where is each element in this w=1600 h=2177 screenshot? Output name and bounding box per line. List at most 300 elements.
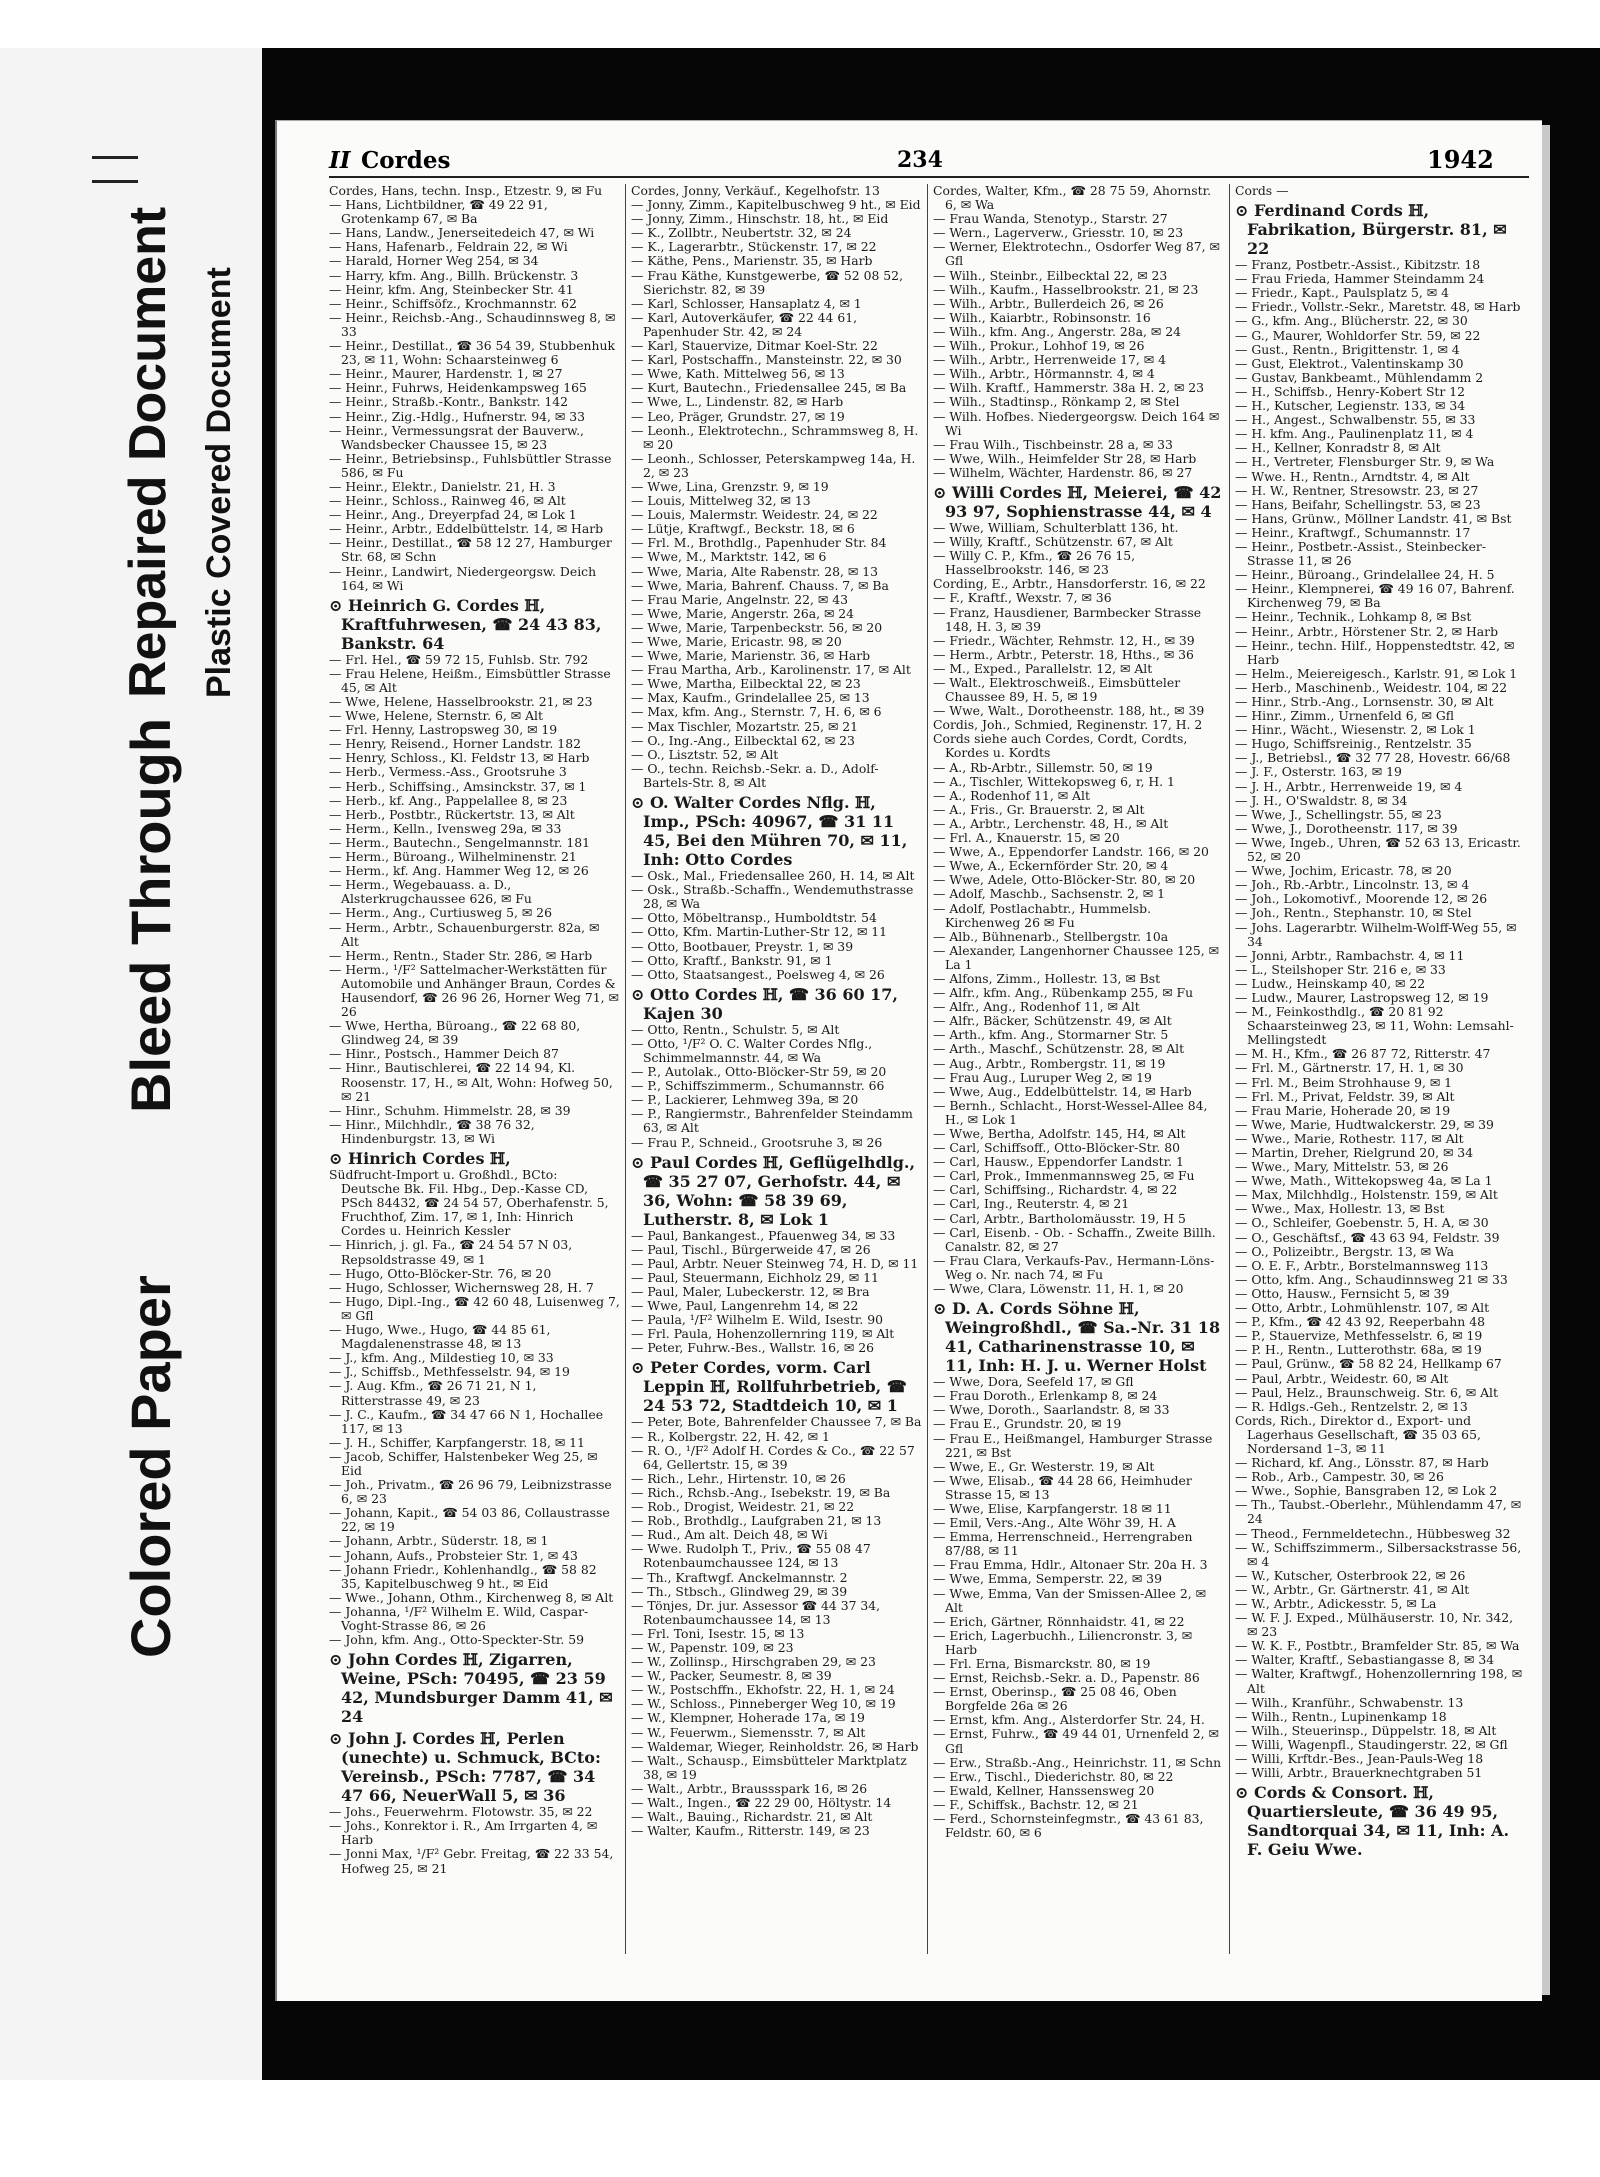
directory-entry: — K., Lagerarbtr., Stückenstr. 17, ✉ 22 (631, 239, 877, 255)
directory-entry: — Walt., Elektroschweiß., Eimsbütteler Chaussee 89, H. 5, ✉ 19 (933, 675, 1181, 705)
directory-entry: — Waldemar, Wieger, Reinholdstr. 26, ✉ Harb (631, 1738, 919, 1754)
directory-entry: — Herm., kf. Ang. Hammer Weg 12, ✉ 26 (329, 863, 589, 879)
directory-entry: — O., Lisztstr. 52, ✉ Alt (631, 746, 779, 762)
bottom-margin (0, 2080, 1600, 2177)
directory-entry: — Wwe, Lina, Grenzstr. 9, ✉ 19 (631, 478, 829, 494)
directory-entry: — Wwe, J., Schellingstr. 55, ✉ 23 (1235, 806, 1442, 822)
directory-entry: — Rich., Rchsb.-Ang., Isebekstr. 19, ✉ Ba (631, 1484, 891, 1500)
directory-entry: — Walter, Kraftf., Sebastiangasse 8, ✉ 34 (1235, 1652, 1495, 1668)
directory-entry: — W., Klempner, Hoherade 17a, ✉ 19 (631, 1710, 865, 1726)
directory-entry: — Herm., ¹/F² Sattelmacher-Werkstätten für Automobile und Anhänger Braun, Cordes & Hausendorf, ☎ 26 96 26, Horner Weg 71, ✉ 26 (329, 961, 619, 1020)
directory-entry: — Hinrich, j. gl. Fa., ☎ 24 54 57 N 03, Repsoldstrasse 49, ✉ 1 (329, 1237, 573, 1267)
directory-entry: — Wwe, Marie, Marienstr. 36, ✉ Harb (631, 648, 871, 664)
directory-entry: — Hugo, Schlosser, Wichernsweg 28, H. 7 (329, 1279, 594, 1295)
directory-entry: ⊙ Paul Cordes ℍ, Geflügelhdlg., ☎ 35 27 07, Gerhofstr. 44, ✉ 36, Wohn: ☎ 58 39 69, Lutherstr. 8, ✉ Lok 1 (631, 1152, 916, 1229)
directory-entry: — Peter, Fuhrw.-Bes., Wallstr. 16, ✉ 26 (631, 1340, 875, 1356)
directory-entry: — Gustav, Bankbeamt., Mühlendamm 2 (1235, 369, 1484, 385)
directory-entry: — Helm., Meiereigesch., Karlstr. 91, ✉ Lok 1 (1235, 665, 1518, 681)
directory-entry: — Wwe, Adele, Otto-Blöcker-Str. 80, ✉ 20 (933, 872, 1196, 888)
directory-entry: — W., Schloss., Pinneberger Weg 10, ✉ 19 (631, 1696, 896, 1712)
directory-entry: — Heinr., Destillat., ☎ 36 54 39, Stubbenhuk 23, ✉ 11, Wohn: Schaarsteinweg 6 (329, 338, 615, 368)
directory-entry: — Wilh. Hofbes. Niedergeorgsw. Deich 164 ✉ Wi (933, 408, 1220, 438)
directory-entry: — Jonni, Arbtr., Rambachstr. 4, ✉ 11 (1235, 947, 1465, 963)
directory-entry: — Hinr., Wächt., Wiesenstr. 2, ✉ Lok 1 (1235, 722, 1476, 738)
directory-entry: — Heinr., Betriebsinsp., Fuhlsbüttler Strasse 586, ✉ Fu (329, 450, 612, 480)
directory-entry: — Hans, Grünw., Möllner Landstr. 41, ✉ Bst (1235, 510, 1512, 526)
directory-entry: — Wwe, Bertha, Adolfstr. 145, H4, ✉ Alt (933, 1126, 1186, 1141)
directory-entry: — Jonny, Zimm., Hinschstr. 18, ht., ✉ Eid (631, 211, 889, 227)
directory-entry: — W. F. J. Exped., Mülhäuserstr. 10, Nr. 342, ✉ 23 (1235, 1610, 1514, 1640)
directory-entry: — Heinr., Fuhrws, Heidenkampsweg 165 (329, 380, 587, 396)
directory-entry: — H. kfm. Ang., Paulinenplatz 11, ✉ 4 (1235, 426, 1474, 442)
directory-entry: — Theod., Fernmeldetechn., Hübbesweg 32 (1235, 1525, 1511, 1541)
directory-entry: — Hinr., Postsch., Hammer Deich 87 (329, 1046, 559, 1062)
directory-entry: — Osk., Mal., Friedensallee 260, H. 14, ✉ Alt (631, 868, 915, 884)
directory-entry: — K., Zollbtr., Neubertstr. 32, ✉ 24 (631, 225, 852, 241)
directory-entry: — Arth., kfm. Ang., Stormarner Str. 5 (933, 1027, 1169, 1043)
directory-entry: — Ewald, Kellner, Hanssensweg 20 (933, 1782, 1155, 1798)
directory-entry: — Heinr., Schiffsöfz., Krochmannstr. 62 (329, 295, 577, 311)
directory-entry: — R. O., ¹/F² Adolf H. Cordes & Co., ☎ 22 57 64, Gellertstr. 15, ✉ 39 (631, 1442, 915, 1472)
directory-entry: ⊙ John J. Cordes ℍ, Perlen (unechte) u. Schmuck, BCto: Vereinsb., PSch: 7787, ☎ 34 47 66, NeuerWall 5, ✉ 36 (329, 1729, 601, 1806)
directory-entry: — Wwe, Elisab., ☎ 44 28 66, Heimhuder Strasse 15, ✉ 13 (933, 1472, 1192, 1502)
directory-entry: — Wwe, Doroth., Saarlandstr. 8, ✉ 33 (933, 1402, 1170, 1418)
directory-entry: — Otto, ¹/F² O. C. Walter Cordes Nflg., Schimmelmannstr. 44, ✉ Wa (631, 1035, 873, 1065)
directory-entry: — Wilh., Kaiarbtr., Robinsonstr. 16 (933, 309, 1151, 325)
directory-entry: — Herm., Bautechn., Sengelmannstr. 181 (329, 834, 591, 850)
directory-entry: — Werner, Elektrotechn., Osdorfer Weg 87, ✉ Gfl (933, 239, 1220, 269)
directory-entry: — Wwe, Elise, Karpfangerstr. 18 ✉ 11 (933, 1500, 1172, 1516)
directory-entry: — Wwe. H., Rentn., Arndtstr. 4, ✉ Alt (1235, 468, 1470, 484)
directory-entry: — Wwe., Max, Hollestr. 13, ✉ Bst (1235, 1201, 1445, 1217)
directory-entry: — Gust, Elektrot., Valentinskamp 30 (1235, 355, 1464, 371)
directory-entry: — Lütje, Kraftwgf., Beckstr. 18, ✉ 6 (631, 521, 855, 537)
directory-entry: — Johann, Aufs., Probsteier Str. 1, ✉ 43 (329, 1547, 578, 1563)
directory-entry: — Paul, Arbtr., Weidestr. 60, ✉ Alt (1235, 1370, 1449, 1386)
directory-entry: — F., Schiffsk., Bachstr. 12, ✉ 21 (933, 1796, 1139, 1812)
directory-entry: — Hans, Lichtbildner, ☎ 49 22 91, Grotenkamp 67, ✉ Ba (329, 197, 548, 227)
directory-entry: — H. W., Rentner, Stresowstr. 23, ✉ 27 (1235, 482, 1479, 498)
label-dash (92, 156, 138, 159)
directory-entry: — P., Schiffszimmerm., Schumannstr. 66 (631, 1078, 885, 1094)
directory-entry: — O., Polizeibtr., Bergstr. 13, ✉ Wa (1235, 1243, 1454, 1259)
directory-entry: — Heinr., Destillat., ☎ 58 12 27, Hamburger Str. 68, ✉ Schn (329, 535, 612, 565)
directory-entry: — H., Kellner, Konradstr 8, ✉ Alt (1235, 440, 1441, 456)
directory-entry: ⊙ Ferdinand Cords ℍ, Fabrikation, Bürgerstr. 81, ✉ 22 (1235, 201, 1507, 259)
directory-entry: — Heinr., Arbtr., Eddelbüttelstr. 14, ✉ Harb (329, 521, 604, 537)
directory-entry: — Wwe, Jochim, Ericastr. 78, ✉ 20 (1235, 863, 1452, 879)
directory-entry: — Frau Aug., Luruper Weg 2, ✉ 19 (933, 1069, 1152, 1085)
directory-entry: — Martin, Dreher, Rielgrund 20, ✉ 34 (1235, 1145, 1474, 1160)
header-year: 1942 (1427, 145, 1494, 174)
directory-entry: — Erw., Straßb.-Ang., Heinrichstr. 11, ✉ Schn (933, 1754, 1222, 1770)
label-bleed-through: Bleed Through (119, 717, 182, 1113)
directory-entry: — Ferd., Schornsteinfegmstr., ☎ 43 61 83, Feldstr. 60, ✉ 6 (933, 1811, 1204, 1841)
directory-entry: — Paul, Steuermann, Eichholz 29, ✉ 11 (631, 1269, 879, 1285)
directory-entry: — Henry, Schloss., Kl. Feldstr 13, ✉ Harb (329, 750, 590, 766)
directory-entry: — A., Arbtr., Lerchenstr. 48, H., ✉ Alt (933, 815, 1169, 831)
directory-entry: — W., Postschffn., Ekhofstr. 22, H. 1, ✉ 24 (631, 1682, 895, 1698)
directory-entry: — Ernst, kfm. Ang., Alsterdorfer Str. 24, H. (933, 1712, 1205, 1728)
directory-entry: — Alfr., Bäcker, Schützenstr. 49, ✉ Alt (933, 1013, 1172, 1029)
directory-entry: — Heinr., techn. Hilf., Hoppenstedtstr. 42, ✉ Harb (1235, 637, 1515, 667)
directory-entry: — Frl. M., Gärtnerstr. 17, H. 1, ✉ 30 (1235, 1060, 1464, 1076)
directory-entry: — Frau E., Heißmangel, Hamburger Strasse 221, ✉ Bst (933, 1430, 1213, 1460)
label-colored-paper: Colored Paper (119, 1275, 182, 1658)
directory-entry: — J. C., Kaufm., ☎ 34 47 66 N 1, Hochallee 117, ✉ 13 (329, 1406, 604, 1436)
directory-entry: — Carl, Ing., Reuterstr. 4, ✉ 21 (933, 1196, 1130, 1212)
directory-entry: — Frl. Toni, Isestr. 15, ✉ 13 (631, 1625, 805, 1641)
directory-entry: — Louis, Malermstr. Weidestr. 24, ✉ 22 (631, 507, 878, 523)
directory-entry: — Heinr., Arbtr., Hörstener Str. 2, ✉ Harb (1235, 623, 1499, 639)
directory-entry: — W. K. F., Postbtr., Bramfelder Str. 85, ✉ Wa (1235, 1638, 1520, 1654)
directory-entry: — Walt., Schausp., Eimsbütteler Marktplatz 38, ✉ 19 (631, 1752, 907, 1782)
directory-entry: — Henry, Reisend., Horner Landstr. 182 (329, 736, 581, 752)
directory-entry: — Paul, Tischl., Bürgerweide 47, ✉ 26 (631, 1241, 871, 1257)
directory-entry: — O., Geschäftsf., ☎ 43 63 94, Feldstr. 39 (1235, 1229, 1500, 1245)
column-divider (625, 184, 626, 1954)
directory-entry: — Hugo, Otto-Blöcker-Str. 76, ✉ 20 (329, 1265, 552, 1281)
directory-entry: — W., Feuerwm., Siemensstr. 7, ✉ Alt (631, 1724, 866, 1740)
directory-entry: — Adolf, Maschb., Sachsenstr. 2, ✉ 1 (933, 886, 1165, 902)
directory-entry: — Jonny, Zimm., Kapitelbuschweg 9 ht., ✉ Eid (631, 197, 921, 213)
directory-entry: — Wwe, Ingeb., Uhren, ☎ 52 63 13, Ericastr. 52, ✉ 20 (1235, 834, 1521, 865)
directory-entry: — R. Hdlgs.-Geh., Rentzelstr. 2, ✉ 13 (1235, 1398, 1468, 1414)
directory-entry: Cordes, Walter, Kfm., ☎ 28 75 59, Ahornstr. 6, ✉ Wa (933, 184, 1212, 213)
directory-entry: — Wwe., Mary, Mittelstr. 53, ✉ 26 (1235, 1159, 1449, 1175)
directory-entry: — Wwe, Clara, Löwenstr. 11, H. 1, ✉ 20 (933, 1281, 1184, 1297)
directory-entry: — J., kfm. Ang., Mildestieg 10, ✉ 33 (329, 1350, 554, 1366)
directory-entry: — Willi, Wagenpfl., Staudingerstr. 22, ✉ Gfl (1235, 1736, 1508, 1752)
directory-entry: — Heinr., Straßb.-Kontr., Bankstr. 142 (329, 394, 569, 410)
directory-entry: — Otto, Möbeltransp., Humboldtstr. 54 (631, 910, 877, 926)
directory-entry: — Wilh., Steuerinsp., Düppelstr. 18, ✉ Alt (1235, 1722, 1497, 1738)
directory-entry: — Wilh., Steinbr., Eilbecktal 22, ✉ 23 (933, 267, 1168, 283)
directory-entry: — Wwe, Kath. Mittelweg 56, ✉ 13 (631, 366, 845, 382)
directory-entry: — Joh., Lokomotivf., Moorende 12, ✉ 26 (1235, 891, 1488, 907)
directory-entry: — Willi, Krftdr.-Bes., Jean-Pauls-Weg 18 (1235, 1751, 1484, 1767)
directory-entry: — Wwe, M., Marktstr. 142, ✉ 6 (631, 549, 827, 565)
directory-entry: — Hugo, Dipl.-Ing., ☎ 42 60 48, Luisenweg 7, ✉ Gfl (329, 1293, 620, 1323)
column-divider (1229, 184, 1230, 1954)
directory-entry: — Karl, Autoverkäufer, ☎ 22 44 61, Papenhuder Str. 42, ✉ 24 (631, 309, 858, 339)
directory-entry: — Herm., Kelln., Ivensweg 29a, ✉ 33 (329, 820, 562, 836)
directory-entry: — Rob., Arb., Campestr. 30, ✉ 26 (1235, 1469, 1444, 1485)
directory-entry: — Willy, Kraftf., Schützenstr. 67, ✉ Alt (933, 534, 1173, 550)
column-4 (1235, 184, 1526, 1974)
directory-entry: — Heinr., Klempnerei, ☎ 49 16 07, Bahrenf. Kirchenweg 79, ✉ Ba (1235, 581, 1515, 611)
directory-entry: — Heinr, kfm. Ang, Steinbecker Str. 41 (329, 281, 574, 297)
directory-entry: — M., Feinkosthdlg., ☎ 20 81 92 Schaarsteinweg 23, ✉ 11, Wohn: Lemsahl-Mellingstedt (1235, 1004, 1514, 1048)
header-page-number: 234 (897, 147, 943, 173)
directory-entry: — Johs., Konrektor i. R., Am Irrgarten 4, ✉ Harb (329, 1818, 598, 1848)
directory-entry: — Max, Milchhdlg., Holstenstr. 159, ✉ Alt (1235, 1187, 1498, 1203)
directory-entry: — Joh., Rentn., Stephanstr. 10, ✉ Stel (1235, 905, 1472, 921)
directory-entry: — Aug., Arbtr., Rombergstr. 11, ✉ 19 (933, 1055, 1166, 1071)
directory-entry: — Hans, Hafenarb., Feldrain 22, ✉ Wi (329, 239, 568, 255)
directory-entry: — Alexander, Langenhorner Chaussee 125, ✉ La 1 (933, 942, 1220, 972)
directory-entry: — Wwe., Johann, Othm., Kirchenweg 8, ✉ Alt (329, 1589, 614, 1605)
directory-entry: — J. H., Arbtr., Herrenweide 19, ✉ 4 (1235, 778, 1463, 794)
directory-entry: — P., Rangiermstr., Bahrenfelder Steindamm 63, ✉ Alt (631, 1106, 913, 1136)
directory-entry: — Herb., Vermess.-Ass., Grootsruhe 3 (329, 764, 567, 780)
directory-entry: — Paul, Maler, Lubeckerstr. 12, ✉ Bra (631, 1284, 870, 1299)
directory-entry: — Wwe, Paul, Langenrehm 14, ✉ 22 (631, 1298, 859, 1314)
directory-entry: — Frl. M., Brothdlg., Papenhuder Str. 84 (631, 535, 887, 551)
directory-entry: — Carl, Arbtr., Bartholomäusstr. 19, H 5 (933, 1210, 1186, 1226)
top-margin (0, 0, 1600, 48)
directory-entry: — Bernh., Schlacht., Horst-Wessel-Allee 84, H., ✉ Lok 1 (933, 1097, 1208, 1127)
directory-entry: — Wwe, J., Dorotheenstr. 117, ✉ 39 (1235, 820, 1458, 836)
directory-entry: — Otto, Rentn., Schulstr. 5, ✉ Alt (631, 1021, 840, 1037)
directory-entry: — Friedr., Kapt., Paulsplatz 5, ✉ 4 (1235, 285, 1449, 301)
directory-entry: — P., Stauervize, Methfesselstr. 6, ✉ 19 (1235, 1328, 1483, 1344)
directory-entry: — Rob., Drogist, Weidestr. 21, ✉ 22 (631, 1499, 855, 1515)
directory-entry: — Wilh., Rentn., Lupinenkamp 18 (1235, 1708, 1447, 1724)
directory-entry: — Willy C. P., Kfm., ☎ 26 76 15, Hasselbrookstr. 146, ✉ 23 (933, 548, 1136, 578)
directory-entry: — Hinr., Schuhm. Himmelstr. 28, ✉ 39 (329, 1102, 571, 1118)
directory-entry: — F., Kraftf., Wexstr. 7, ✉ 36 (933, 590, 1112, 606)
directory-entry: — G., kfm. Ang., Blücherstr. 22, ✉ 30 (1235, 313, 1468, 329)
directory-entry: — Frau Martha, Arb., Karolinenstr. 17, ✉ Alt (631, 662, 911, 678)
directory-entry: — P., Kfm., ☎ 42 43 92, Reeperbahn 48 (1235, 1314, 1485, 1330)
directory-entry: — Wwe, Wilh., Heimfelder Str 28, ✉ Harb (933, 450, 1197, 466)
directory-entry: — Wwe, Martha, Eilbecktal 22, ✉ 23 (631, 676, 861, 692)
directory-entry: ⊙ Hinrich Cordes ℍ, (329, 1149, 511, 1168)
directory-entry: — Frl. A., Knauerstr. 15, ✉ 20 (933, 830, 1120, 846)
directory-entry: — Wwe, Dora, Seefeld 17, ✉ Gfl (933, 1374, 1134, 1390)
header-name: Cordes (361, 147, 451, 174)
directory-entry: — Wilh., Arbtr., Hörmannstr. 4, ✉ 4 (933, 366, 1155, 382)
directory-entry: — Friedr., Wächter, Rehmstr. 12, H., ✉ 39 (933, 632, 1195, 648)
directory-entry: Cords siehe auch Cordes, Cordt, Cordts, Kordes u. Kordts (933, 731, 1188, 761)
directory-entry: — Hugo, Wwe., Hugo, ☎ 44 85 61, Magdalenenstrasse 48, ✉ 13 (329, 1322, 551, 1352)
directory-entry: — Wwe, Walt., Dorotheenstr. 188, ht., ✉ 39 (933, 703, 1205, 719)
directory-entry: ⊙ Peter Cordes, vorm. Carl Leppin ℍ, Rollfuhrbetrieb, ☎ 24 53 72, Stadtdeich 10, ✉ 1 (631, 1358, 907, 1416)
directory-entry: — Wwe, Marie, Ericastr. 98, ✉ 20 (631, 634, 842, 649)
directory-entry: — Leo, Präger, Grundstr. 27, ✉ 19 (631, 408, 845, 424)
directory-entry: — Jonni Max, ¹/F² Gebr. Freitag, ☎ 22 33 54, Hofweg 25, ✉ 21 (329, 1846, 614, 1876)
directory-entry: — M. H., Kfm., ☎ 26 87 72, Ritterstr. 47 (1235, 1046, 1491, 1062)
column-2 (631, 184, 922, 1974)
directory-entry: ⊙ O. Walter Cordes Nflg. ℍ, Imp., PSch: 40967, ☎ 31 11 45, Bei den Mühren 70, ✉ 11, Inh: Otto Cordes (631, 793, 908, 870)
directory-entry: — Adolf, Postlachabtr., Hummelsb. Kirchenweg 26 ✉ Fu (933, 900, 1152, 930)
directory-entry: — Harald, Horner Weg 254, ✉ 34 (329, 253, 539, 269)
directory-entry: — Karl, Postschaffn., Mansteinstr. 22, ✉ 30 (631, 352, 902, 368)
directory-entry: — Leonh., Schlosser, Peterskampweg 14a, H. 2, ✉ 23 (631, 450, 916, 480)
directory-entry: ⊙ Willi Cordes ℍ, Meierei, ☎ 42 93 97, Sophienstrasse 44, ✉ 4 (933, 482, 1222, 521)
directory-entry: — Wwe, Helene, Sternstr. 6, ✉ Alt (329, 708, 543, 724)
directory-entry: — Hans, Beifahr, Schellingstr. 53, ✉ 23 (1235, 496, 1481, 512)
directory-entry: — Carl, Schiffsing., Richardstr. 4, ✉ 22 (933, 1182, 1178, 1198)
directory-entry: — Franz, Postbetr.-Assist., Kibitzstr. 18 (1235, 257, 1481, 273)
directory-entry: — Ernst, Oberinsp., ☎ 25 08 46, Oben Borgfelde 26a ✉ 26 (933, 1684, 1177, 1714)
directory-entry: — Wilh. Kraftf., Hammerstr. 38a H. 2, ✉ 23 (933, 380, 1205, 396)
directory-entry: — Heinr., Postbetr.-Assist., Steinbecker-Strasse 11, ✉ 26 (1235, 538, 1487, 569)
directory-entry: — Herm., Arbtr., Schauenburgerstr. 82a, ✉ Alt (329, 919, 600, 949)
directory-entry: — Frau Helene, Heißm., Eimsbüttler Strasse 45, ✉ Alt (329, 665, 611, 695)
directory-entry: — Karl, Stauervize, Ditmar Koel-Str. 22 (631, 338, 878, 354)
directory-entry: — L., Steilshoper Str. 216 e, ✉ 33 (1235, 961, 1446, 977)
directory-entry: — Paul, Bankangest., Pfauenweg 34, ✉ 33 (631, 1227, 896, 1243)
directory-entry: — Wilh., Stadtinsp., Rönkamp 2, ✉ Stel (933, 394, 1180, 410)
directory-entry: — Wilh., Arbtr., Herrenweide 17, ✉ 4 (933, 352, 1166, 368)
header-section: II (329, 147, 351, 174)
directory-entry: — J. H., Schiffer, Karpfangerstr. 18, ✉ 11 (329, 1434, 585, 1450)
directory-entry: — Heinr., Maurer, Hardenstr. 1, ✉ 27 (329, 366, 563, 382)
directory-entry: — Johanna, ¹/F² Wilhelm E. Wild, Caspar-Voght-Strasse 86, ✉ 26 (329, 1603, 589, 1633)
directory-entry: — Emma, Herrenschneid., Herrengraben 87/88, ✉ 11 (933, 1529, 1193, 1559)
directory-entry: — Willi, Arbtr., Brauerknechtgraben 51 (1235, 1765, 1483, 1781)
directory-entry: — Wwe, L., Lindenstr. 82, ✉ Harb (631, 394, 844, 410)
directory-entry: — Heinr., Elektr., Danielstr. 21, H. 3 (329, 478, 556, 494)
directory-entry: — Kurt, Bautechn., Friedensallee 245, ✉ Ba (631, 380, 907, 396)
directory-entry: — P. H., Rentn., Lutterothstr. 68a, ✉ 19 (1235, 1342, 1482, 1358)
directory-entry: — Ludw., Heinskamp 40, ✉ 22 (1235, 975, 1426, 991)
header-rule (329, 176, 1529, 178)
directory-entry: — H., Vertreter, Flensburger Str. 9, ✉ Wa (1235, 454, 1495, 470)
directory-entry: — Frl. M., Privat, Feldstr. 39, ✉ Alt (1235, 1088, 1455, 1104)
directory-entry: — Otto, Arbtr., Lohmühlenstr. 107, ✉ Alt (1235, 1300, 1490, 1316)
directory-entry: — Hans, Landw., Jenerseitedeich 47, ✉ Wi (329, 225, 595, 241)
directory-entry: — Wilh., Arbtr., Bullerdeich 26, ✉ 26 (933, 295, 1164, 311)
directory-entry: — Arth., Maschf., Schützenstr. 28, ✉ Alt (933, 1041, 1185, 1057)
directory-entry: — Wwe, Emma, Semperstr. 22, ✉ 39 (933, 1571, 1162, 1587)
directory-entry: — Wilh., Kranführ., Schwabenstr. 13 (1235, 1694, 1464, 1710)
directory-entry: — Tönjes, Dr. jur. Assessor ☎ 44 37 34, Rotenbaumchaussee 14, ✉ 13 (631, 1597, 881, 1627)
directory-entry: — Peter, Bote, Bahrenfelder Chaussee 7, ✉ Ba (631, 1414, 922, 1430)
directory-entry: — Wilhelm, Wächter, Hardenstr. 86, ✉ 27 (933, 464, 1193, 480)
directory-entry: — W., Kutscher, Osterbrook 22, ✉ 26 (1235, 1567, 1466, 1583)
directory-entry: — Th., Kraftwgf. Anckelmannstr. 2 (631, 1569, 848, 1585)
directory-entry: — Joh., Rb.-Arbtr., Lincolnstr. 13, ✉ 4 (1235, 877, 1470, 893)
directory-entry: — G., Maurer, Wohldorfer Str. 59, ✉ 22 (1235, 327, 1481, 343)
directory-entry: — Hinr., Bautischlerei, ☎ 22 14 94, Kl. Roosenstr. 17, H., ✉ Alt, Wohn: Hofweg 50, ✉ 21 (329, 1060, 613, 1104)
directory-entry: — Wwe, E., Gr. Westerstr. 19, ✉ Alt (933, 1458, 1155, 1474)
directory-entry: — Wilh., Prokur., Lohhof 19, ✉ 26 (933, 338, 1145, 354)
directory-entry: — Alfr., kfm. Ang., Rübenkamp 255, ✉ Fu (933, 985, 1194, 1001)
side-label-strip (0, 48, 262, 2080)
directory-entry: — Wwe, Hertha, Büroang., ☎ 22 68 80, Glindweg 24, ✉ 39 (329, 1018, 581, 1048)
directory-entry: — Wwe, Maria, Bahrenf. Chauss. 7, ✉ Ba (631, 577, 889, 593)
directory-entry: — Heinr., Reichsb.-Ang., Schaudinnsweg 8, ✉ 33 (329, 309, 616, 339)
directory-entry: — Max, kfm. Ang., Sternstr. 7, H. 6, ✉ 6 (631, 704, 882, 720)
directory-entry: — W., Zollinsp., Hirschgraben 29, ✉ 23 (631, 1654, 876, 1670)
directory-entry: Cordes, Jonny, Verkäuf., Kegelhofstr. 13 (631, 184, 880, 198)
directory-entry: — Frau Frieda, Hammer Steindamm 24 (1235, 271, 1485, 287)
directory-entry: — Erw., Tischl., Diederichstr. 80, ✉ 22 (933, 1768, 1174, 1784)
directory-entry: — Frl. M., Beim Strohhause 9, ✉ 1 (1235, 1074, 1453, 1090)
directory-entry: — Frl. Erna, Bismarckstr. 80, ✉ 19 (933, 1656, 1151, 1671)
directory-entry: — Ernst, Fuhrw., ☎ 49 44 01, Urnenfeld 2, ✉ Gfl (933, 1726, 1219, 1756)
directory-entry: — Max Tischler, Mozartstr. 25, ✉ 21 (631, 718, 859, 734)
directory-entry: — Joh., Privatm., ☎ 26 96 79, Leibnizstrasse 6, ✉ 23 (329, 1477, 612, 1507)
directory-entry: ⊙ D. A. Cords Söhne ℍ, Weingroßhdl., ☎ Sa.-Nr. 31 18 41, Catharinenstrasse 10, ✉ 11, Inh: H. J. u. Werner Holst (933, 1299, 1221, 1376)
directory-entry: — Frl. Henny, Lastropsweg 30, ✉ 19 (329, 722, 558, 738)
label-dash (92, 180, 138, 183)
directory-entry: — Heinr., Technik., Lohkamp 8, ✉ Bst (1235, 609, 1472, 625)
directory-entry: — Wwe, William, Schulterblatt 136, ht. (933, 519, 1179, 535)
directory-entry: — Erich, Lagerbuchh., Liliencronstr. 3, ✉ Harb (933, 1627, 1193, 1657)
directory-entry: — Wwe, Emma, Van der Smissen-Allee 2, ✉ Alt (933, 1585, 1206, 1615)
directory-entry: — Carl, Prok., Immenmannsweg 25, ✉ Fu (933, 1168, 1195, 1184)
directory-entry: — Otto, Kfm. Martin-Luther-Str 12, ✉ 11 (631, 924, 888, 940)
directory-entry: Südfrucht-Import u. Großhdl., BCto: Deutsche Bk. Fil. Hbg., Dep.-Kasse CD, PSch 84432, ☎ 24 54 57, Oberhafenstr. 5, Fruchthof, Zim. 17, ✉ 1, Inh: Hinrich Cordes u. Heinrich Kessler (329, 1167, 609, 1239)
directory-entry: Cording, E., Arbtr., Hansdorferstr. 16, ✉ 22 (933, 576, 1206, 592)
directory-entry: — Paul, Grünw., ☎ 58 82 24, Hellkamp 67 (1235, 1356, 1502, 1372)
directory-entry: — Herb., kf. Ang., Pappelallee 8, ✉ 23 (329, 792, 568, 808)
directory-entry: — Wwe, A., Eppendorfer Landstr. 166, ✉ 20 (933, 844, 1209, 860)
directory-entry: — O., Schleifer, Goebenstr. 5, H. A, ✉ 30 (1235, 1215, 1489, 1231)
directory-entry: — A., Rb-Arbtr., Sillemstr. 50, ✉ 19 (933, 759, 1153, 775)
directory-entry: — Carl, Schiffsoff., Otto-Blöcker-Str. 80 (933, 1140, 1180, 1156)
directory-entry: — Alfr., Ang., Rodenhof 11, ✉ Alt (933, 999, 1140, 1015)
directory-entry: — Gust., Rentn., Brigittenstr. 1, ✉ 4 (1235, 341, 1460, 357)
directory-entry: — Jacob, Schiffer, Halstenbeker Weg 25, ✉ Eid (329, 1448, 598, 1478)
directory-entry: — Otto, Kraftf., Bankstr. 91, ✉ 1 (631, 952, 833, 968)
directory-entry: — Frau Doroth., Erlenkamp 8, ✉ 24 (933, 1388, 1158, 1404)
directory-entry: — Wwe., Sophie, Bansgraben 12, ✉ Lok 2 (1235, 1483, 1498, 1499)
directory-entry: — W., Packer, Seumestr. 8, ✉ 39 (631, 1668, 832, 1684)
directory-entry: — Rud., Am alt. Deich 48, ✉ Wi (631, 1527, 828, 1543)
directory-entry: — Wwe, Helene, Hasselbrookstr. 21, ✉ 23 (329, 694, 593, 709)
directory-entry: — Wwe, Marie, Tarpenbeckstr. 56, ✉ 20 (631, 619, 883, 635)
directory-entry: — Wwe. Rudolph T., Priv., ☎ 55 08 47 Rotenbaumchaussee 124, ✉ 13 (631, 1541, 871, 1571)
column-1 (329, 184, 620, 1974)
directory-entry: — Johann, Arbtr., Süderstr. 18, ✉ 1 (329, 1533, 549, 1549)
directory-entry: — Paul, Helz., Braunschweig. Str. 6, ✉ Alt (1235, 1384, 1499, 1400)
directory-entry: — Frau Wanda, Stenotyp., Starstr. 27 (933, 211, 1168, 227)
directory-entry: — Walter, Kraftwgf., Hohenzollernring 198, ✉ Alt (1235, 1666, 1523, 1696)
directory-entry: — Ernst, Reichsb.-Sekr. a. D., Papenstr. 86 (933, 1670, 1200, 1686)
directory-entry: — Osk., Straßb.-Schaffn., Wendemuthstrasse 28, ✉ Wa (631, 882, 914, 912)
directory-entry: — Frau Käthe, Kunstgewerbe, ☎ 52 08 52, Sierichstr. 82, ✉ 39 (631, 267, 904, 297)
directory-entry: — R., Kolbergstr. 22, H. 42, ✉ 1 (631, 1428, 830, 1444)
directory-entry: — Frau Emma, Hdlr., Altonaer Str. 20a H. 3 (933, 1557, 1208, 1573)
label-repaired-document: Repaired Document (119, 206, 177, 698)
directory-entry: — Johann, Kapit., ☎ 54 03 86, Collaustrasse 22, ✉ 19 (329, 1505, 610, 1535)
directory-entry: — Herm., Büroang., Wilhelminenstr. 21 (329, 849, 577, 865)
directory-entry: Cordis, Joh., Schmied, Reginenstr. 17, H. 2 (933, 717, 1203, 733)
directory-entry: — Emil, Vers.-Ang., Alte Wöhr 39, H. A (933, 1515, 1176, 1531)
directory-entry: — Richard, kf. Ang., Lönsstr. 87, ✉ Harb (1235, 1455, 1489, 1471)
label-plastic-covered-document: Plastic Covered Document (200, 267, 238, 698)
directory-entry: — Walter, Kaufm., Ritterstr. 149, ✉ 23 (631, 1823, 870, 1839)
directory-entry: — Herb., Postbtr., Rückertstr. 13, ✉ Alt (329, 806, 575, 822)
directory-entry: — Walt., Ingen., ☎ 22 29 00, Höltystr. 14 (631, 1795, 892, 1810)
directory-entry: — Heinr., Schloss., Rainweg 46, ✉ Alt (329, 493, 566, 509)
directory-entry: — Heinr., Büroang., Grindelallee 24, H. 5 (1235, 567, 1495, 583)
directory-entry: — Wwe, A., Eckernförder Str. 20, ✉ 4 (933, 858, 1169, 874)
directory-entry: — Otto, Hausw., Fernsicht 5, ✉ 39 (1235, 1285, 1450, 1301)
directory-entry: — P., Lackierer, Lehmweg 39a, ✉ 20 (631, 1092, 859, 1108)
directory-entry: — Heinr., Ang., Dreyerpfad 24, ✉ Lok 1 (329, 507, 577, 523)
directory-entry: — Heinr., Landwirt, Niedergeorgsw. Deich 164, ✉ Wi (329, 563, 597, 593)
directory-entry: — Max, Kaufm., Grindelallee 25, ✉ 13 (631, 690, 870, 706)
directory-entry: — P., Autolak., Otto-Blöcker-Str 59, ✉ 20 (631, 1064, 887, 1080)
directory-entry: — Walt., Bauing., Richardstr. 21, ✉ Alt (631, 1809, 873, 1825)
directory-entry: — Walt., Arbtr., Braussspark 16, ✉ 26 (631, 1780, 868, 1796)
directory-entry: — Hinr., Zimm., Urnenfeld 6, ✉ Gfl (1235, 708, 1454, 724)
directory-entry: — Johann Friedr., Kohlenhandlg., ☎ 58 82 35, Kapitelbuschweg 9 ht., ✉ Eid (329, 1561, 597, 1591)
directory-entry: — Harry, kfm. Ang., Billh. Brückenstr. 3 (329, 267, 579, 283)
directory-entry: — Heinr., Zig.-Hdlg., Hufnerstr. 94, ✉ 33 (329, 408, 585, 424)
directory-entry: — Louis, Mittelweg 32, ✉ 13 (631, 493, 811, 509)
directory-entry: — H., Schiffsb., Henry-Kobert Str 12 (1235, 383, 1466, 399)
directory-entry: — Ludw., Maurer, Lastropsweg 12, ✉ 19 (1235, 989, 1489, 1005)
directory-entry: — Hugo, Schiffsreinig., Rentzelstr. 35 (1235, 736, 1472, 752)
directory-entry: — Erich, Gärtner, Rönnhaidstr. 41, ✉ 22 (933, 1613, 1185, 1629)
